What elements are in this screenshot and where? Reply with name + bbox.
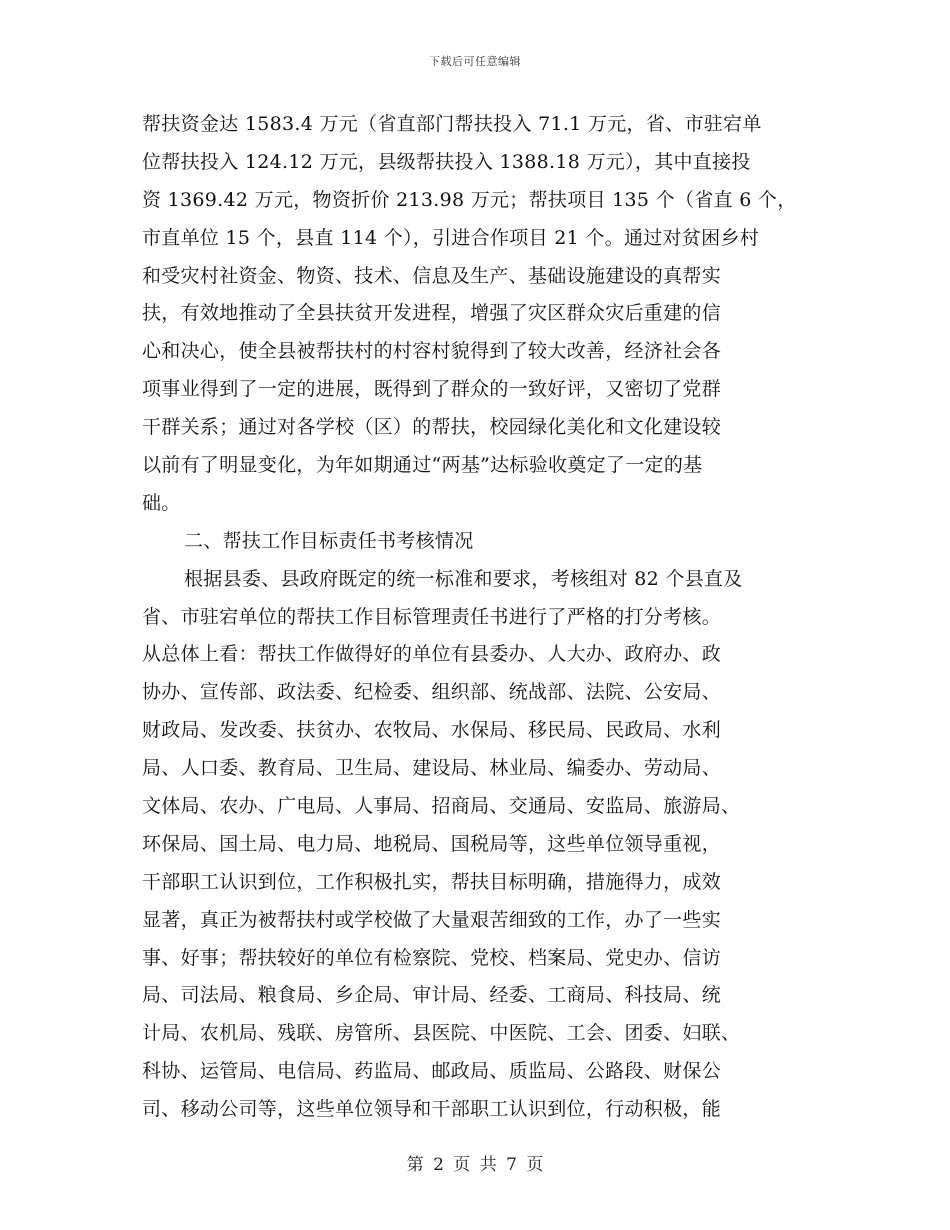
body-line: 位帮扶投入 124.12 万元，县级帮扶投入 1388.18 万元），其中直接投: [142, 150, 751, 173]
section-heading: 二、帮扶工作目标责任书考核情况: [184, 529, 474, 552]
body-line: 计局、农机局、残联、房管所、县医院、中医院、工会、团委、妇联、: [142, 1022, 741, 1045]
paragraph-first-line: 根据县委、县政府既定的统一标准和要求，考核组对 82 个县直及: [184, 567, 743, 590]
body-line: 司、移动公司等，这些单位领导和干部职工认识到位，行动积极，能: [142, 1098, 722, 1121]
body-line: 以前有了明显变化，为年如期通过“两基”达标验收奠定了一定的基: [142, 454, 703, 477]
page-number-footer: 第 2 页 共 7 页: [406, 1155, 544, 1175]
body-line: 资 1369.42 万元，物资折价 213.98 万元；帮扶项目 135 个（省直 6 个，: [142, 188, 797, 211]
body-line: 市直单位 15 个，县直 114 个），引进合作项目 21 个。通过对贫困乡村: [142, 226, 760, 249]
body-line: 和受灾村社资金、物资、技术、信息及生产、基础设施建设的真帮实: [142, 264, 722, 287]
body-line: 干部职工认识到位，工作积极扎实，帮扶目标明确，措施得力，成效: [142, 870, 722, 893]
body-line: 心和决心，使全县被帮扶村的村容村貌得到了较大改善，经济社会各: [142, 340, 722, 363]
body-line: 局、司法局、粮食局、乡企局、审计局、经委、工商局、科技局、统: [142, 984, 722, 1007]
document-body: [142, 106, 810, 1129]
page-header: 下载后可任意编辑: [429, 55, 521, 68]
body-line: 从总体上看：帮扶工作做得好的单位有县委办、人大办、政府办、政: [142, 643, 722, 666]
body-line: 局、人口委、教育局、卫生局、建设局、林业局、编委办、劳动局、: [142, 757, 722, 780]
body-line: 省、市驻宕单位的帮扶工作目标管理责任书进行了严格的打分考核。: [142, 605, 722, 628]
body-line: 财政局、发改委、扶贫办、农牧局、水保局、移民局、民政局、水利: [142, 719, 722, 742]
body-line: 事、好事；帮扶较好的单位有检察院、党校、档案局、党史办、信访: [142, 946, 722, 969]
body-line: 项事业得到了一定的进展，既得到了群众的一致好评，又密切了党群: [142, 378, 722, 401]
body-line: 础。: [142, 491, 181, 514]
body-line: 协办、宣传部、政法委、纪检委、组织部、统战部、法院、公安局、: [142, 681, 722, 704]
body-line: 显著，真正为被帮扶村或学校做了大量艰苦细致的工作，办了一些实: [142, 908, 722, 931]
body-line: 扶，有效地推动了全县扶贫开发进程，增强了灾区群众灾后重建的信: [142, 302, 722, 325]
body-line: 科协、运管局、电信局、药监局、邮政局、质监局、公路段、财保公: [142, 1060, 722, 1083]
body-line: 干群关系；通过对各学校（区）的帮扶，校园绿化美化和文化建设较: [142, 416, 722, 439]
body-line: 环保局、国土局、电力局、地税局、国税局等，这些单位领导重视，: [142, 832, 722, 855]
body-line: 帮扶资金达 1583.4 万元（省直部门帮扶投入 71.1 万元，省、市驻宕单: [142, 113, 762, 135]
body-line: 文体局、农办、广电局、人事局、招商局、交通局、安监局、旅游局、: [142, 795, 741, 818]
